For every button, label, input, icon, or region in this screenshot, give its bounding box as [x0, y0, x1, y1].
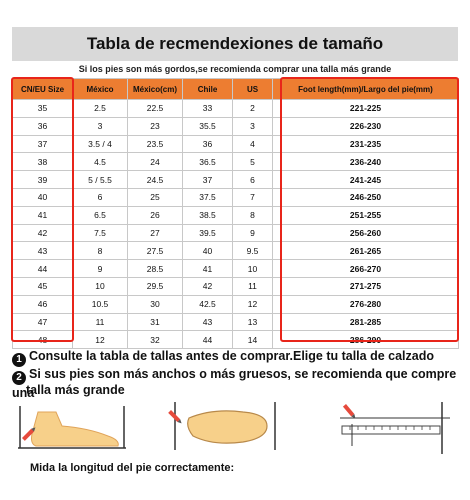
table-cell: 10	[73, 277, 128, 295]
table-cell: 14	[233, 331, 273, 349]
table-cell: 48	[13, 331, 73, 349]
table-row	[13, 188, 459, 206]
table-cell: 36	[183, 135, 233, 153]
table-cell: 37	[13, 135, 73, 153]
table-row	[13, 242, 459, 260]
table-cell: 23	[128, 117, 183, 135]
table-cell: 28.5	[128, 260, 183, 278]
table-cell: 46	[13, 295, 73, 313]
table-cell: 261-265	[273, 242, 459, 260]
note-2-continued: talla más grande	[26, 383, 125, 397]
table-cell: 41	[13, 206, 73, 224]
table-row	[13, 171, 459, 189]
table-cell: 38.5	[183, 206, 233, 224]
size-table	[12, 78, 459, 349]
header-us: US	[233, 79, 273, 100]
table-cell: 6.5	[73, 206, 128, 224]
table-cell: 32	[128, 331, 183, 349]
header-mexico-cm: México(cm)	[128, 79, 183, 100]
header-chile: Chile	[183, 79, 233, 100]
table-cell: 266-270	[273, 260, 459, 278]
table-cell: 39	[13, 171, 73, 189]
table-cell: 42	[183, 277, 233, 295]
table-cell: 256-260	[273, 224, 459, 242]
table-cell: 29.5	[128, 277, 183, 295]
table-cell: 246-250	[273, 188, 459, 206]
table-cell: 3	[233, 117, 273, 135]
header-cn-eu-size: CN/EU Size	[13, 79, 73, 100]
table-row	[13, 206, 459, 224]
table-cell: 11	[233, 277, 273, 295]
table-cell: 251-255	[273, 206, 459, 224]
table-cell: 10.5	[73, 295, 128, 313]
table-cell: 41	[183, 260, 233, 278]
table-cell: 276-280	[273, 295, 459, 313]
table-row	[13, 313, 459, 331]
table-cell: 42.5	[183, 295, 233, 313]
table-cell: 3	[73, 117, 128, 135]
table-cell: 10	[233, 260, 273, 278]
ruler-icon	[330, 398, 460, 458]
table-cell: 43	[13, 242, 73, 260]
table-cell: 236-240	[273, 153, 459, 171]
table-cell: 12	[233, 295, 273, 313]
table-cell: 281-285	[273, 313, 459, 331]
table-cell: 24	[128, 153, 183, 171]
note-number-1: 1	[12, 353, 26, 367]
note-2-text-line1: Si sus pies son más anchos o más gruesos, se recomienda que compre una	[12, 367, 457, 400]
table-cell: 7.5	[73, 224, 128, 242]
table-header-row	[13, 79, 459, 100]
table-cell: 8	[73, 242, 128, 260]
table-cell: 38	[13, 153, 73, 171]
note-1-text: Consulte la tabla de tallas antes de comprar.Elige tu talla de calzado	[29, 349, 434, 363]
table-cell: 286-290	[273, 331, 459, 349]
table-row	[13, 117, 459, 135]
note-1	[12, 348, 434, 367]
table-row	[13, 135, 459, 153]
table-cell: 5 / 5.5	[73, 171, 128, 189]
table-cell: 6	[233, 171, 273, 189]
table-cell: 42	[13, 224, 73, 242]
table-cell: 45	[13, 277, 73, 295]
table-cell: 12	[73, 331, 128, 349]
table-cell: 40	[183, 242, 233, 260]
table-cell: 26	[128, 206, 183, 224]
foot-sole-icon	[163, 398, 287, 458]
table-cell: 35.5	[183, 117, 233, 135]
table-cell: 43	[183, 313, 233, 331]
table-cell: 9	[73, 260, 128, 278]
table-row	[13, 331, 459, 349]
measure-caption: Mida la longitud del pie correctamente:	[30, 462, 235, 474]
subtitle: Si los pies son más gordos,se recomienda comprar una talla más grande	[78, 64, 392, 74]
table-cell: 22.5	[128, 100, 183, 118]
table-cell: 271-275	[273, 277, 459, 295]
table-cell: 35	[13, 100, 73, 118]
note-number-2: 2	[12, 371, 26, 385]
table-cell: 241-245	[273, 171, 459, 189]
table-cell: 36	[13, 117, 73, 135]
table-cell: 3.5 / 4	[73, 135, 128, 153]
header-foot-length: Foot length(mm)/Largo del pie(mm)	[273, 79, 459, 100]
table-cell: 231-235	[273, 135, 459, 153]
table-cell: 44	[183, 331, 233, 349]
table-cell: 25	[128, 188, 183, 206]
table-cell: 47	[13, 313, 73, 331]
table-cell: 24.5	[128, 171, 183, 189]
table-cell: 44	[13, 260, 73, 278]
table-cell: 36.5	[183, 153, 233, 171]
foot-side-icon	[8, 398, 132, 458]
table-cell: 27.5	[128, 242, 183, 260]
table-cell: 37.5	[183, 188, 233, 206]
table-cell: 2.5	[73, 100, 128, 118]
table-cell: 7	[233, 188, 273, 206]
table-cell: 23.5	[128, 135, 183, 153]
table-cell: 31	[128, 313, 183, 331]
table-row	[13, 277, 459, 295]
header-mexico: México	[73, 79, 128, 100]
table-row	[13, 295, 459, 313]
table-cell: 27	[128, 224, 183, 242]
table-cell: 13	[233, 313, 273, 331]
table-row	[13, 260, 459, 278]
table-cell: 40	[13, 188, 73, 206]
table-cell: 6	[73, 188, 128, 206]
table-cell: 5	[233, 153, 273, 171]
table-cell: 11	[73, 313, 128, 331]
table-cell: 33	[183, 100, 233, 118]
table-row	[13, 100, 459, 118]
table-cell: 9	[233, 224, 273, 242]
table-cell: 221-225	[273, 100, 459, 118]
table-cell: 226-230	[273, 117, 459, 135]
table-row	[13, 153, 459, 171]
page-title: Tabla de recmendexiones de tamaño	[12, 27, 458, 61]
table-cell: 4.5	[73, 153, 128, 171]
table-cell: 37	[183, 171, 233, 189]
table-cell: 2	[233, 100, 273, 118]
table-cell: 4	[233, 135, 273, 153]
table-row	[13, 224, 459, 242]
table-cell: 39.5	[183, 224, 233, 242]
table-cell: 30	[128, 295, 183, 313]
table-cell: 9.5	[233, 242, 273, 260]
table-cell: 8	[233, 206, 273, 224]
